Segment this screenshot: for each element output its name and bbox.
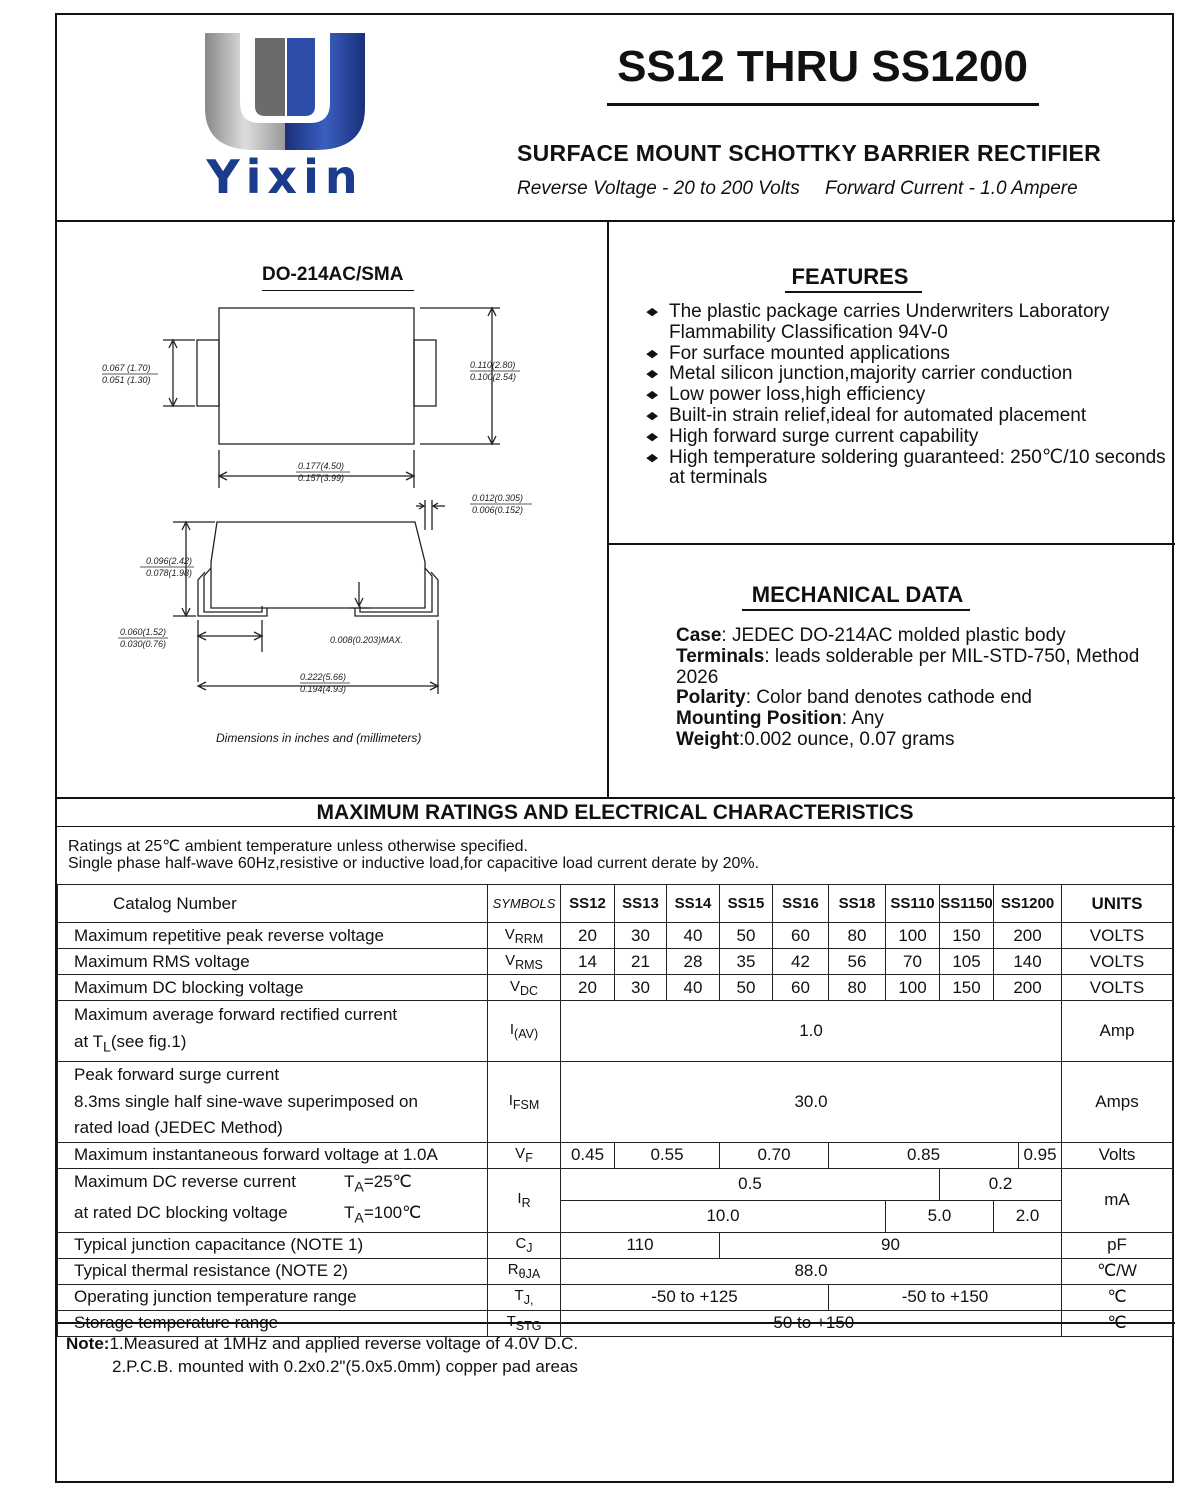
dim-height-min: 0.078(1.98) [146,568,193,578]
table-row: Maximum average forward rectified current at $T_L(see$ fig.1) $I_{(AV)}$ 1.0 Amp [58,1001,1173,1062]
feature-item: ◆ High temperature soldering guaranteed: 250℃/10 seconds at terminals [648,448,1168,490]
table-row: Maximum repetitive peak reverse voltage $V_{RRM}$ 20 30 40 50 60 80 100 150 200 VOLTS [58,923,1173,949]
part-header: SS110 [886,885,940,923]
features-divider [607,543,1175,545]
table-row: Peak forward surge current 8.3ms single half sine-wave superimposed on rated load (JEDEC Method) $I_{FSM}$ 30.0 Amps [58,1062,1173,1143]
part-header: SS14 [667,885,720,923]
part-header: SS1200 [994,885,1062,923]
spec-line [517,178,1098,200]
table-row: Storage temperature range $T_{STG}$ -50 to +150 ℃ [58,1310,1173,1336]
feature-item: ◆ The plastic package carries Underwriters Laboratory Flammability Classification 94V-0 [648,302,1168,344]
column-divider [607,220,609,798]
mechanical-data [676,626,1156,751]
table-header-row [58,885,1173,923]
subtitle: SURFACE MOUNT SCHOTTKY BARRIER RECTIFIER [517,140,1102,166]
mech-weight: Weight:0.002 ounce, 0.07 grams [676,728,955,750]
features-list [648,302,1168,489]
dimensions-note: Dimensions in inches and (millimeters) [216,731,422,745]
page-title: SS12 THRU SS1200 [617,42,1028,91]
package-title: DO-214AC/SMA [262,264,404,285]
part-header: SS18 [829,885,886,923]
part-header: SS12 [561,885,615,923]
table-row: 10.0 5.0 2.0 [58,1200,1173,1232]
feature-item: ◆ Metal silicon junction,majority carrier conduction [648,364,1168,385]
mechanical-title: MECHANICAL DATA [751,582,964,607]
mechanical-title-underline [742,609,970,611]
feature-item: ◆ High forward surge current capability [648,427,1168,448]
logo-u-icon [185,28,385,153]
dim-lead-width-max: 0.067 (1.70) [102,363,151,373]
forward-current-spec: Forward Current - 1.0 Ampere [824,178,1078,199]
ratings-table [57,884,1173,1337]
dim-body-length-min: 0.157(3.99) [298,473,345,483]
table-row: Maximum DC reverse current $T_A=25℃$ at rated DC blocking voltage $T_A=100℃$ $I_R$ 0.5 0.2 mA [58,1168,1173,1200]
table-row: Maximum DC blocking voltage $V_{DC}$ 20 30 40 50 60 80 100 150 200 VOLTS [58,975,1173,1001]
ratings-divider [55,797,1175,799]
features-title-underline [785,291,922,293]
ratings-title-divider [55,826,1175,827]
ratings-note-load: Single phase half-wave 60Hz,resistive or inductive load,for capacitive load current derate by 20%. [68,855,760,872]
feature-item: ◆ Low power loss,high efficiency [648,385,1168,406]
reverse-voltage-spec: Reverse Voltage - 20 to 200 Volts [517,178,800,199]
part-header: SS15 [720,885,773,923]
symbols-header: SYMBOLS [488,885,561,923]
brand-name: Yixin [206,150,364,204]
feature-item: ◆ For surface mounted applications [648,344,1168,365]
dim-overall-width-max: 0.222(5.66) [300,672,347,682]
notes: Note:1.Measured at 1MHz and applied reverse voltage of 4.0V D.C. 2.P.C.B. mounted with 0.2x0.2"(5.0x5.0mm) copper pad areas [66,1334,579,1376]
dim-lead-length-max: 0.060(1.52) [120,627,167,637]
ratings-title: MAXIMUM RATINGS AND ELECTRICAL CHARACTERISTICS [316,801,914,824]
dim-body-width-min: 0.100(2.54) [470,372,517,382]
dim-lead-thickness-min: 0.006(0.152) [472,505,524,515]
feature-item: ◆ Built-in strain relief,ideal for automated placement [648,406,1168,427]
table-row: Typical junction capacitance (NOTE 1) $C_J$ 110 90 pF [58,1232,1173,1258]
catalog-number-header: Catalog Number [58,885,488,923]
title-underline [607,103,1039,106]
features-title: FEATURES [791,264,909,289]
dim-body-width-max: 0.110(2.80) [470,360,516,370]
dim-lead-length-min: 0.030(0.76) [120,639,167,649]
units-header: UNITS [1062,885,1173,923]
part-header: SS16 [773,885,829,923]
ratings-note-ambient: Ratings at 25℃ ambient temperature unless otherwise specified. [68,838,528,855]
table-row: Operating junction temperature range $T_{J,}$ -50 to +125 -50 to +150 ℃ [58,1284,1173,1310]
mech-mounting: Mounting Position: Any [676,708,884,730]
mech-case: Case: JEDEC DO-214AC molded plastic body [676,625,1066,646]
package-outline-drawing [60,290,605,720]
table-row: Typical thermal resistance (NOTE 2) $R_{\theta JA}$ 88.0 ℃/W [58,1258,1173,1284]
dim-standoff: 0.008(0.203)MAX. [330,635,404,645]
dim-overall-width-min: 0.194(4.93) [300,684,347,694]
header-divider [55,220,1175,222]
dim-body-length-max: 0.177(4.50) [298,461,345,471]
brand-logo [185,28,385,204]
table-row: Maximum RMS voltage $V_{RMS}$ 14 21 28 35 42 56 70 105 140 VOLTS [58,949,1173,975]
dim-lead-thickness-max: 0.012(0.305) [472,493,524,503]
mech-polarity: Polarity: Color band denotes cathode end [676,687,1032,709]
part-header: SS13 [615,885,667,923]
part-header: SS1150 [940,885,994,923]
table-row: Maximum instantaneous forward voltage at 1.0A $V_F$ 0.45 0.55 0.70 0.85 0.95 Volts [58,1142,1173,1168]
dim-lead-width-min: 0.051 (1.30) [102,375,151,385]
mech-terminals: Terminals: leads solderable per MIL-STD-750, Method 2026 [676,645,1140,688]
dim-height-max: 0.096(2.42) [146,556,193,566]
